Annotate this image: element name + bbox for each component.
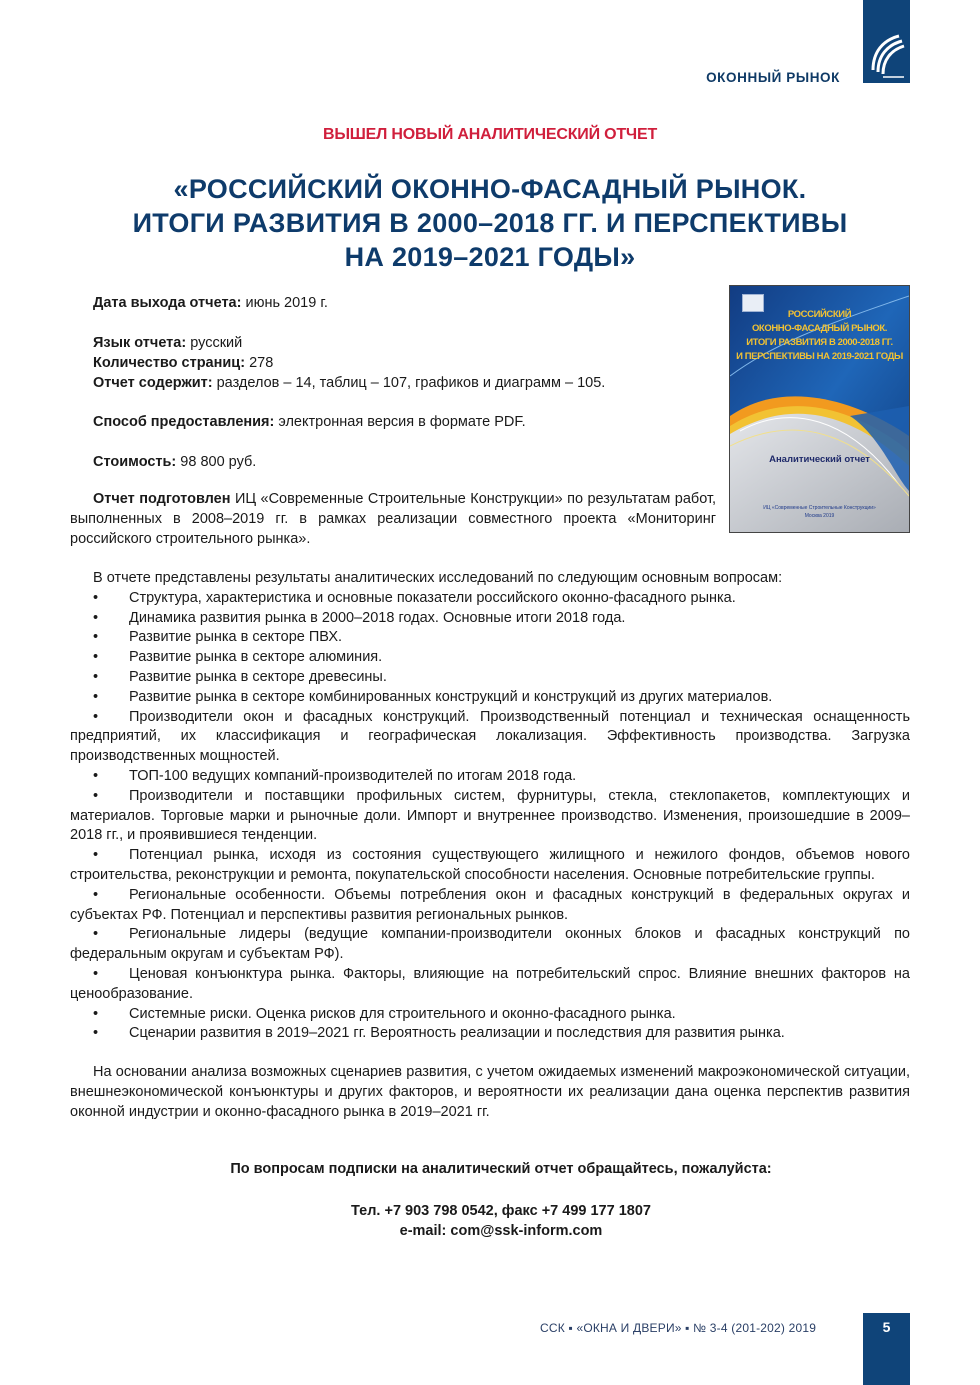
meta-price: Стоимость: 98 800 руб. bbox=[93, 453, 257, 470]
list-item: • Развитие рынка в секторе ПВХ. bbox=[70, 628, 910, 648]
meta-pages: Количество страниц: 278 bbox=[93, 354, 274, 371]
page-number-tab bbox=[863, 1313, 910, 1385]
list-item: • Производители и поставщики профильных систем, фурнитуры, стекла, стеклопакетов, комплектующих и материалов. Торговые марки и рыночные доли. Импорт и внутреннее производство. Изменения, произошедшие в 2009–2018 гг., и проявившиеся тенденции. bbox=[70, 787, 910, 844]
list-item: • ТОП-100 ведущих компаний-производителей по итогам 2018 года. bbox=[70, 767, 910, 787]
list-item: • Сценарии развития в 2019–2021 гг. Вероятность реализации и последствия для развития рынка. bbox=[70, 1024, 910, 1044]
kicker-headline: ВЫШЕЛ НОВЫЙ АНАЛИТИЧЕСКИЙ ОТЧЕТ bbox=[322, 126, 658, 143]
page-title bbox=[60, 172, 920, 274]
meta-delivery: Способ предоставления: электронная версия в формате PDF. bbox=[93, 414, 526, 430]
bullet-icon: • bbox=[93, 965, 99, 982]
contact-email[interactable]: e-mail: com@ssk-inform.com bbox=[399, 1223, 603, 1239]
report-meta bbox=[93, 293, 605, 472]
prepared-by-paragraph: Отчет подготовлен ИЦ «Современные Строительные Конструкции» по результатам работ, выполненных в 2008–2019 гг. в рамках реализации совместного проекта «Мониторинг российского строительного рынка». bbox=[70, 491, 717, 547]
section-label: ОКОННЫЙ РЫНОК bbox=[706, 70, 840, 85]
conclusion-paragraph: На основании анализа возможных сценариев развития, с учетом ожидаемых изменений макроэкономической ситуации, внешнеэкономической конъюнктуры и других факторов, и вероятности их реализации дана оценка перспектив развития оконной индустрии и оконно-фасадного рынка в 2019–2021 гг. bbox=[70, 1064, 910, 1120]
contact-question: По вопросам подписки на аналитический отчет обращайтесь, пожалуйста: bbox=[230, 1161, 772, 1177]
cover-publisher: ИЦ «Современные Строительные Конструкции» Москва 2019 bbox=[763, 505, 876, 519]
ssk-logo-icon bbox=[869, 30, 905, 80]
cover-subtitle: Аналитический отчет bbox=[769, 454, 870, 465]
meta-contents: Отчет содержит: разделов – 14, таблиц – 107, графиков и диаграмм – 105. bbox=[93, 374, 606, 391]
bullet-icon: • bbox=[93, 926, 99, 943]
footer-journal: ССК ▪ «ОКНА И ДВЕРИ» ▪ № 3-4 (201-202) 2019 bbox=[540, 1321, 817, 1335]
meta-release: Дата выхода отчета: июнь 2019 г. bbox=[93, 295, 328, 311]
header-brand-tab bbox=[863, 0, 910, 83]
bullet-icon: • bbox=[93, 886, 99, 903]
list-item: • Динамика развития рынка в 2000–2018 годах. Основные итоги 2018 года. bbox=[70, 609, 910, 629]
contact-details bbox=[0, 1201, 980, 1241]
contact-phone: Тел. +7 903 798 0542, факс +7 499 177 1807 bbox=[351, 1203, 651, 1219]
title-line: «РОССИЙСКИЙ ОКОННО-ФАСАДНЫЙ РЫНОК. bbox=[173, 174, 807, 204]
topics-section bbox=[70, 569, 910, 1044]
list-item: • Ценовая конъюнктура рынка. Факторы, влияющие на потребительский спрос. Влияние внешних факторов на ценообразование. bbox=[70, 965, 910, 1002]
page-number: 5 bbox=[882, 1319, 891, 1335]
bullet-icon: • bbox=[93, 787, 99, 804]
list-item: • Потенциал рынка, исходя из состояния существующего жилищного и нежилого фондов, объемов нового строительства, реконструкции и ремонта, покупательской способности населения. Основные потребительские группы. bbox=[70, 847, 910, 883]
list-item: • Производители окон и фасадных конструкций. Производственный потенциал и техническая оснащенность предприятий, их классификация и географическая локализация. Эффективность производства. Загрузка производственных мощностей. bbox=[70, 708, 910, 765]
cover-title: РОССИЙСКИЙ ОКОННО-ФАСАДНЫЙ РЫНОК. ИТОГИ РАЗВИТИЯ В 2000-2018 ГГ. И ПЕРСПЕКТИВЫ НА 2019-2021 ГОДЫ bbox=[736, 309, 903, 362]
meta-language: Язык отчета: русский bbox=[93, 334, 243, 351]
title-line: ИТОГИ РАЗВИТИЯ В 2000–2018 ГГ. И ПЕРСПЕКТИВЫ bbox=[132, 208, 848, 238]
list-item: • Развитие рынка в секторе алюминия. bbox=[70, 648, 910, 668]
list-item: • Системные риски. Оценка рисков для строительного и оконно-фасадного рынка. bbox=[70, 1005, 910, 1025]
bullet-icon: • bbox=[93, 708, 99, 725]
list-item: • Региональные особенности. Объемы потребления окон и фасадных конструкций в федеральных округах и субъектах РФ. Потенциал и перспективы развития региональных рынков. bbox=[70, 886, 910, 923]
title-line: НА 2019–2021 ГОДЫ» bbox=[344, 242, 636, 272]
list-item: • Развитие рынка в секторе комбинированных конструкций и конструкций из других материалов. bbox=[70, 688, 910, 708]
topics-list bbox=[70, 589, 910, 1044]
topics-intro: В отчете представлены результаты аналитических исследований по следующим основным вопросам: bbox=[93, 570, 783, 586]
list-item: • Развитие рынка в секторе древесины. bbox=[70, 668, 910, 688]
list-item: • Региональные лидеры (ведущие компании-производители оконных блоков и фасадных конструкций по федеральным округам и субъектам РФ). bbox=[70, 926, 910, 963]
bullet-icon: • bbox=[93, 847, 99, 864]
list-item: • Структура, характеристика и основные показатели российского оконно-фасадного рынка. bbox=[70, 589, 910, 609]
report-cover-image bbox=[729, 285, 910, 533]
